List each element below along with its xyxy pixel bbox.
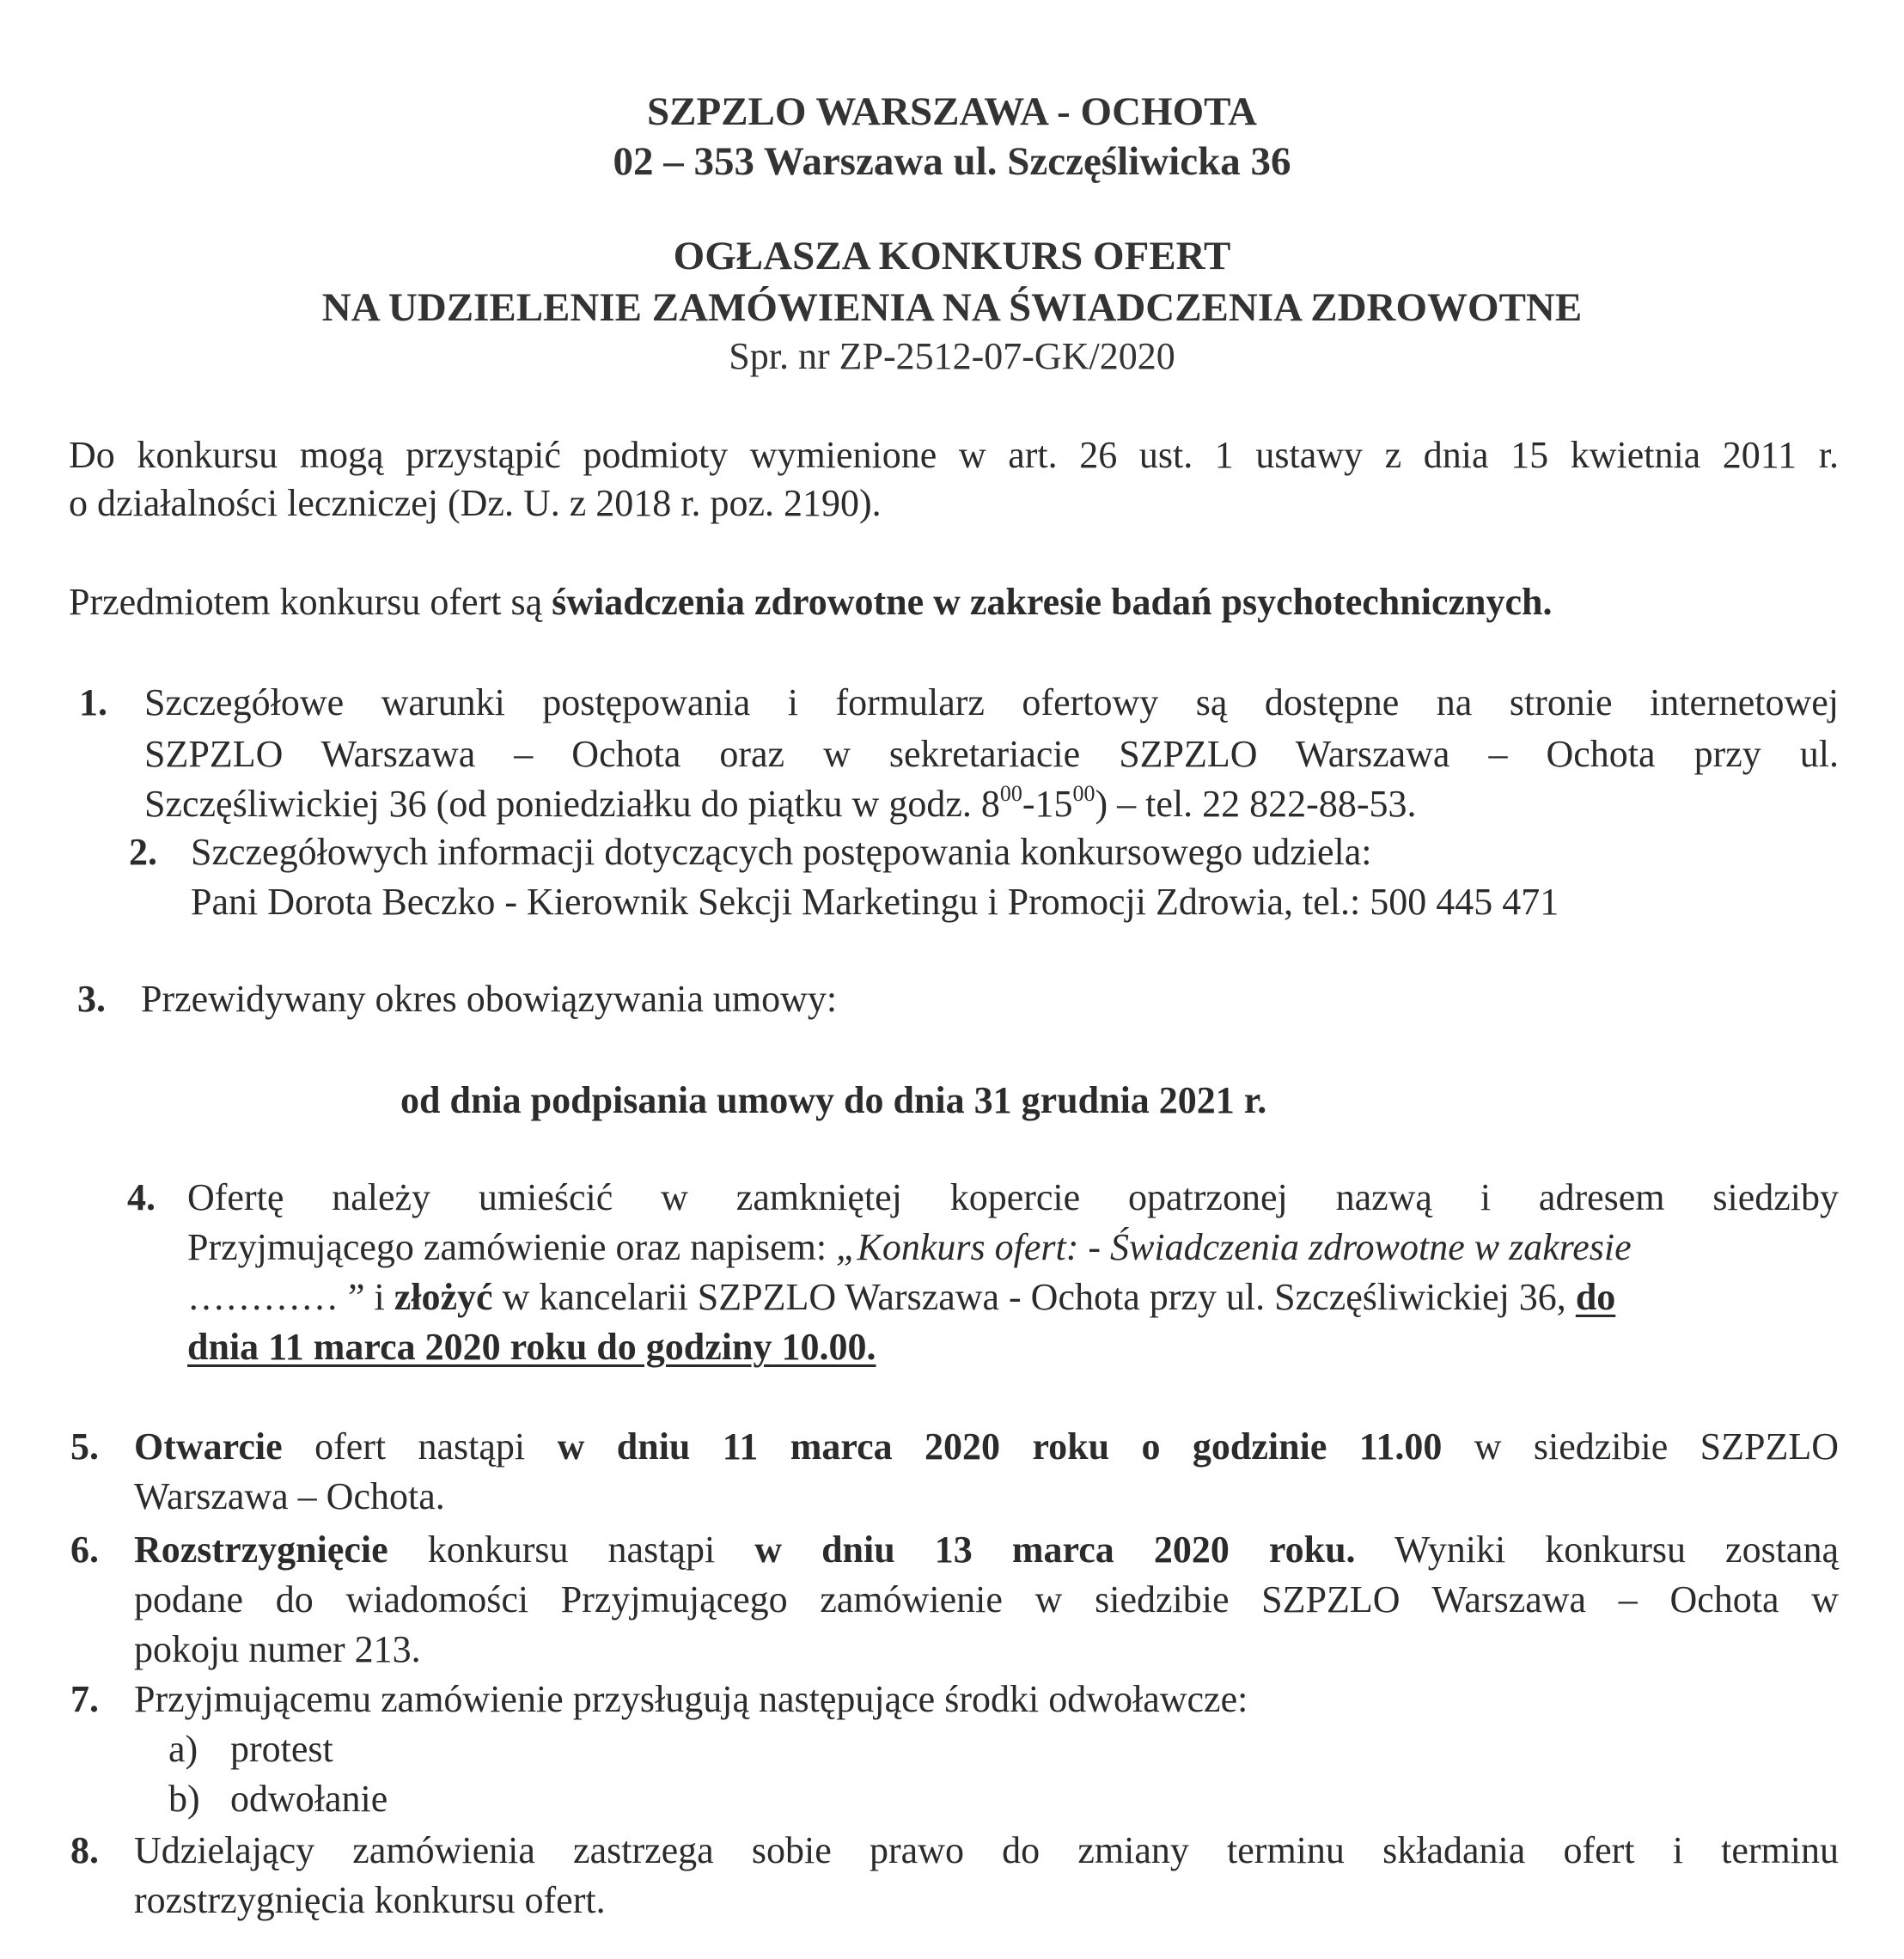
case-number: Spr. nr ZP-2512-07-GK/2020: [729, 335, 1175, 377]
item-4-line-3: [187, 1273, 1615, 1321]
item-4-submit-word: złożyć: [394, 1276, 493, 1318]
item-5-place: w siedzibie SZPZLO: [1474, 1425, 1840, 1468]
item-1-line-1: Szczegółowe warunki postępowania i formularz ofertowy są dostępne na stronie internetowej: [144, 681, 1839, 723]
item-6-results: Wyniki konkursu zostaną: [1394, 1529, 1839, 1571]
item-6-line-1: [134, 1526, 1839, 1574]
item-4-placeholder: ………… ”: [187, 1276, 365, 1318]
intro-line-1: Do konkursu mogą przystąpić podmioty wymienione w art. 26 ust. 1 ustawy z dnia 15 kwietnia 2011 r.: [69, 434, 1839, 476]
item-2-number: 2.: [129, 831, 157, 873]
item-4-location: w kancelarii SZPZLO Warszawa - Ochota przy ul. Szczęśliwickiej 36,: [502, 1276, 1566, 1318]
opening-date: w dniu 11 marca 2020 roku o godzinie 11.00: [557, 1425, 1443, 1468]
item-6-line-2: podane do wiadomości Przyjmującego zamówienie w siedzibie SZPZLO Warszawa – Ochota w: [134, 1578, 1839, 1620]
item-3-line-1: Przewidywany okres obowiązywania umowy:: [141, 978, 838, 1020]
submission-deadline: dnia 11 marca 2020 roku do godziny 10.00.: [187, 1326, 876, 1368]
item-1-sup-end: 00: [1072, 781, 1095, 806]
item-6-number: 6.: [70, 1529, 99, 1571]
item-5-number: 5.: [70, 1425, 99, 1468]
item-2-line-2: Pani Dorota Beczko - Kierownik Sekcji Marketingu i Promocji Zdrowia, tel.: 500 445 471: [191, 881, 1559, 923]
announcement-subtitle: NA UDZIELENIE ZAMÓWIENIA NA ŚWIADCZENIA ZDROWOTNE: [321, 285, 1583, 330]
item-1-number: 1.: [79, 681, 107, 723]
item-4-deadline-start: do: [1575, 1276, 1616, 1318]
intro-line-2: o działalności leczniczej (Dz. U. z 2018 r. poz. 2190).: [69, 482, 882, 524]
subject-prefix: Przedmiotem konkursu ofert są: [69, 581, 543, 623]
item-1-phone: ) – tel. 22 822-88-53.: [1095, 783, 1417, 825]
item-7-option-a: protest: [230, 1728, 333, 1770]
contract-period: od dnia podpisania umowy do dnia 31 grudnia 2021 r.: [400, 1079, 1267, 1121]
item-8-line-1: Udzielający zamówienia zastrzega sobie prawo do zmiany terminu składania ofert i terminu: [134, 1829, 1839, 1871]
item-6-resolution: Rozstrzygnięcie: [134, 1529, 388, 1571]
item-1-hours-text: Szczęśliwickiej 36 (od poniedziałku do piątku w godz. 8: [144, 783, 1000, 825]
org-name: SZPZLO WARSZAWA - OCHOTA: [647, 89, 1257, 134]
item-7-line-1: Przyjmującemu zamówienie przysługują następujące środki odwoławcze:: [134, 1678, 1248, 1720]
resolution-date: w dniu 13 marca 2020 roku.: [754, 1529, 1356, 1571]
item-4-text: Przyjmującego zamówienie oraz napisem:: [187, 1226, 827, 1268]
item-3-number: 3.: [77, 978, 106, 1020]
item-5-opening: Otwarcie: [134, 1425, 283, 1468]
item-8-number: 8.: [70, 1829, 99, 1871]
item-1-hours-end: -15: [1022, 783, 1073, 825]
subject-bold: świadczenia zdrowotne w zakresie badań psychotechnicznych.: [552, 581, 1553, 623]
item-4-envelope-label: „Konkurs ofert: - Świadczenia zdrowotne w zakresie: [836, 1226, 1632, 1268]
org-address: 02 – 353 Warszawa ul. Szczęśliwicka 36: [613, 139, 1291, 184]
announcement-title: OGŁASZA KONKURS OFERT: [673, 234, 1231, 278]
item-8-line-2: rozstrzygnięcia konkursu ofert.: [134, 1879, 606, 1921]
item-4-and: i: [374, 1276, 385, 1318]
item-7-option-b-label: b): [168, 1778, 200, 1820]
item-6-text: konkursu nastąpi: [427, 1529, 716, 1571]
item-1-line-3: [144, 780, 1416, 828]
item-2-line-1: Szczegółowych informacji dotyczących postępowania konkursowego udziela:: [191, 831, 1372, 873]
item-7-option-b: odwołanie: [230, 1778, 388, 1820]
item-4-line-1: Ofertę należy umieścić w zamkniętej kopercie opatrzonej nazwą i adresem siedziby: [187, 1176, 1839, 1218]
item-7-number: 7.: [70, 1678, 99, 1720]
item-7-option-a-label: a): [168, 1728, 198, 1770]
item-5-text: ofert nastąpi: [314, 1425, 526, 1468]
subject-paragraph: [69, 578, 1552, 626]
item-4-number: 4.: [127, 1176, 156, 1218]
item-5-line-2: Warszawa – Ochota.: [134, 1475, 445, 1517]
item-5-line-1: [134, 1423, 1839, 1471]
item-1-line-2: SZPZLO Warszawa – Ochota oraz w sekretariacie SZPZLO Warszawa – Ochota przy ul.: [144, 733, 1839, 775]
item-4-line-2: [187, 1224, 1632, 1272]
item-1-sup-start: 00: [999, 781, 1022, 806]
item-6-line-3: pokoju numer 213.: [134, 1628, 421, 1670]
